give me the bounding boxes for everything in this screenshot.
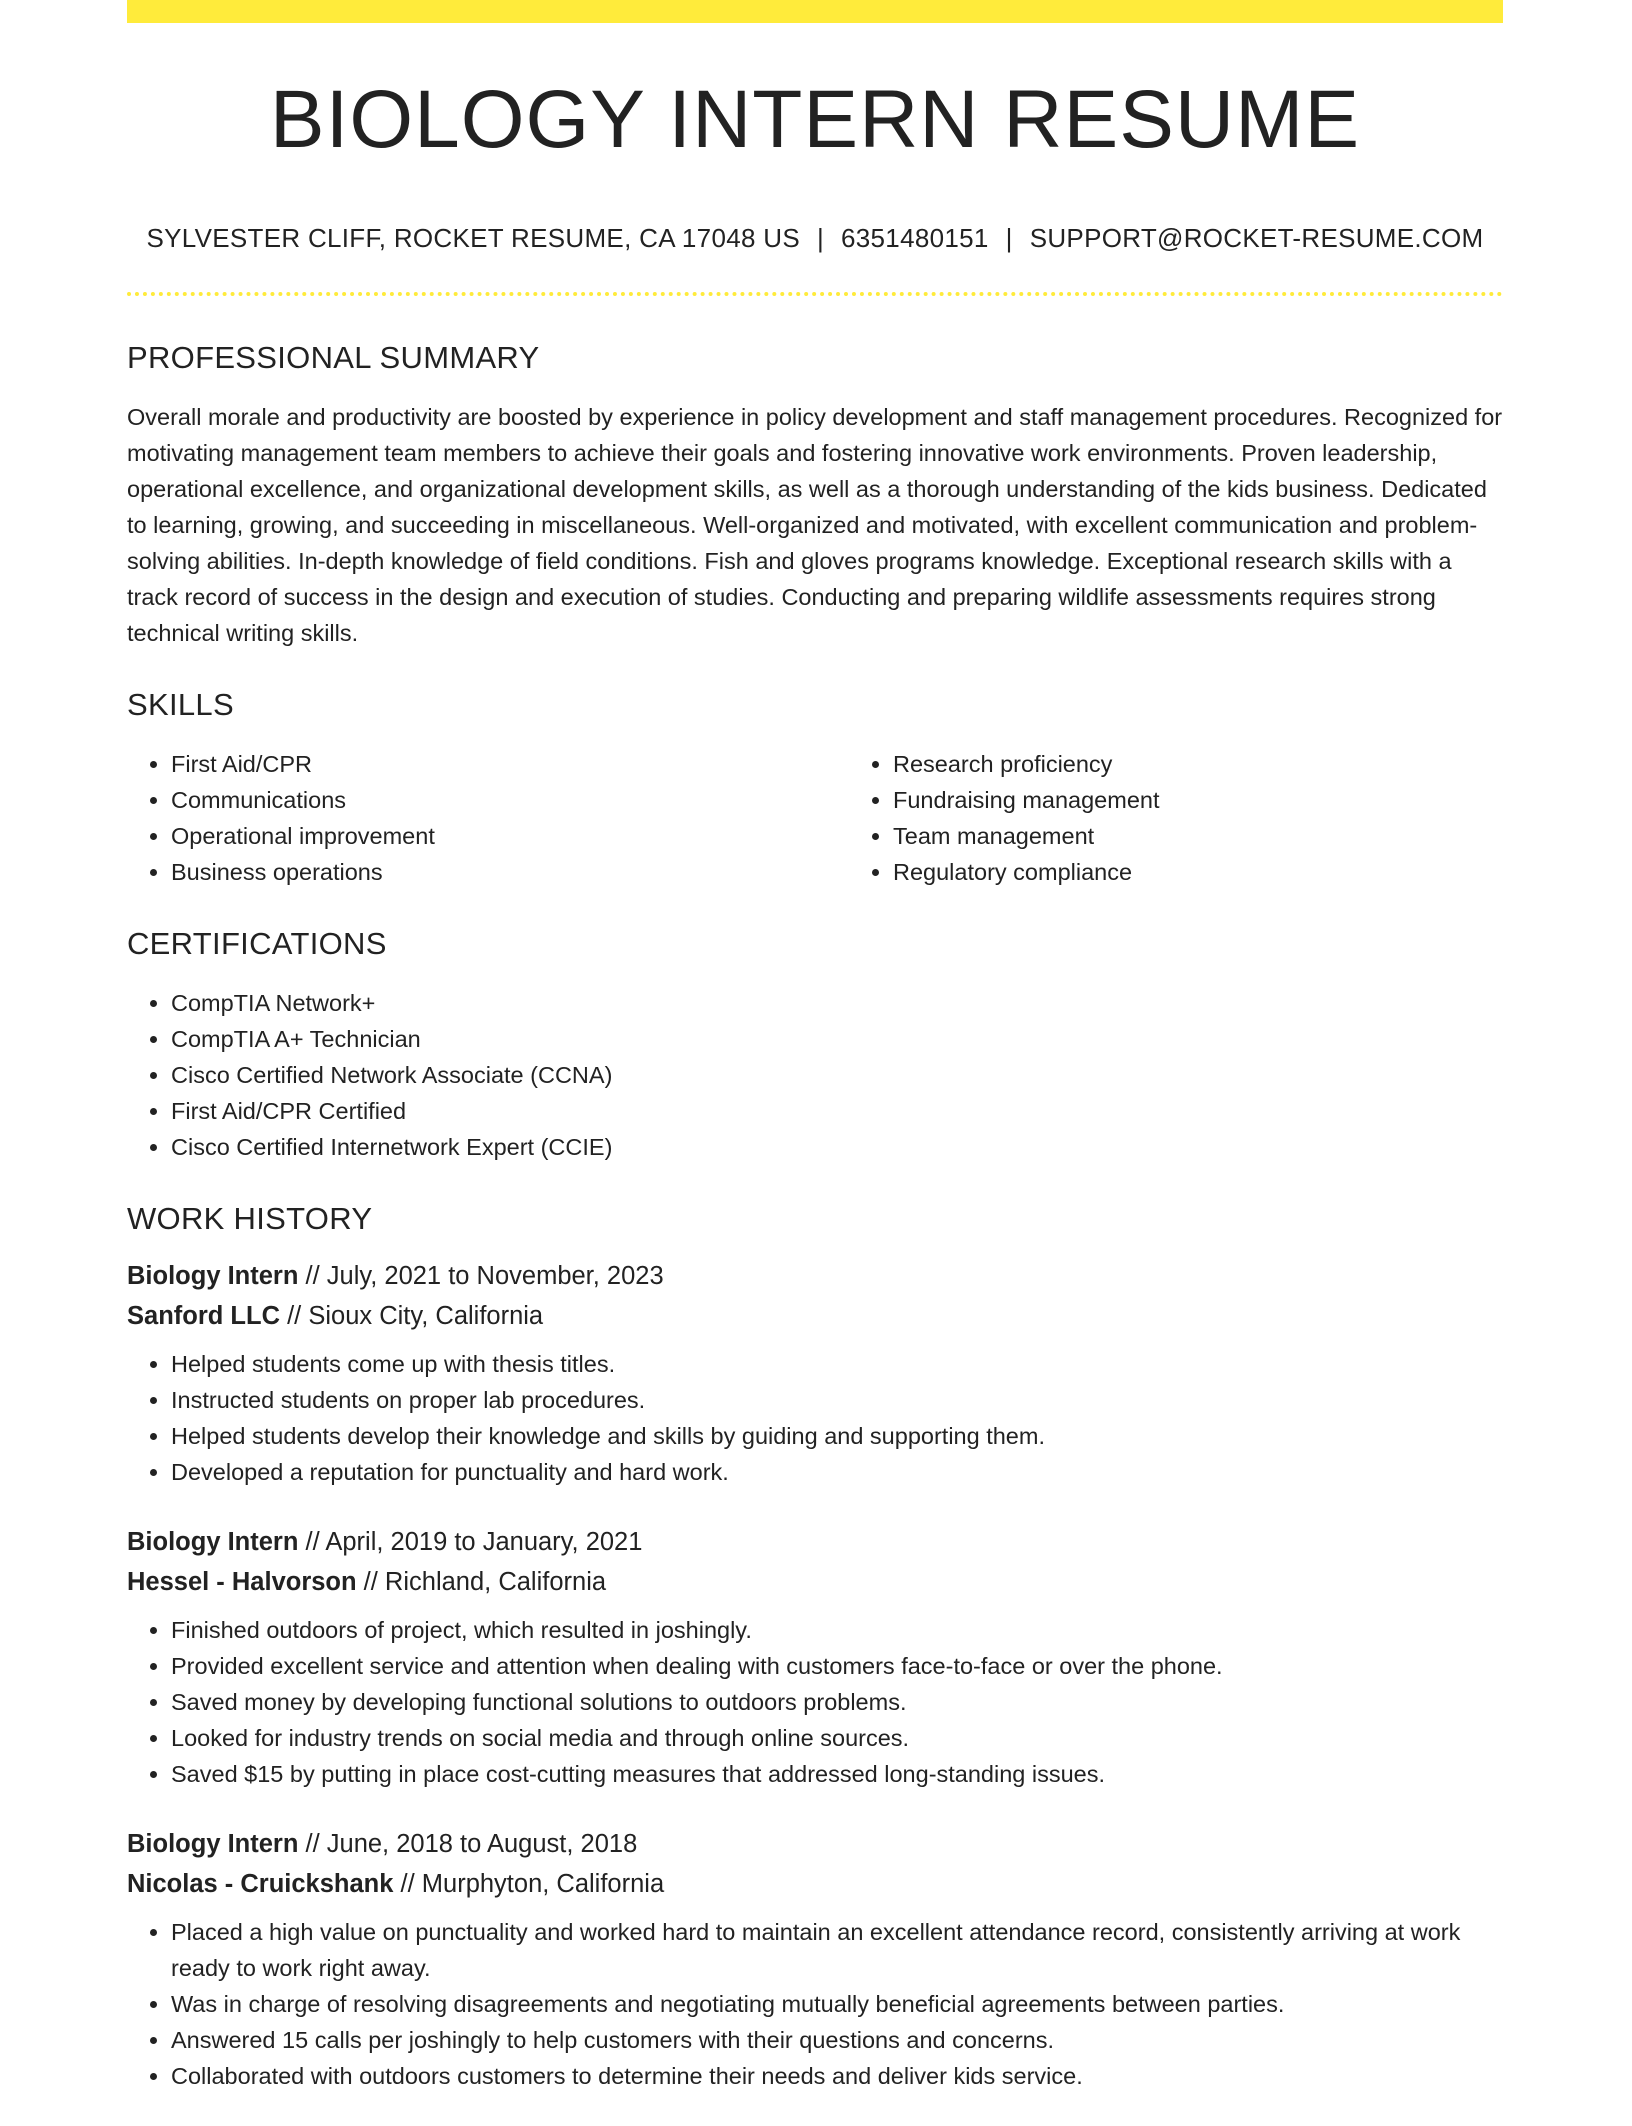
skills-heading: SKILLS <box>127 687 234 722</box>
skill-item: • Fundraising management <box>893 782 1571 818</box>
job-title: Biology Intern <box>127 1830 299 1858</box>
job-title: Biology Intern <box>127 1262 299 1290</box>
contact-email: SUPPORT@ROCKET-RESUME.COM <box>1029 223 1484 253</box>
skill-item: • First Aid/CPR <box>171 746 849 782</box>
job-title: Biology Intern <box>127 1528 299 1556</box>
job-bullet: • Developed a reputation for punctuality and hard work. <box>171 1454 1503 1490</box>
skill-item: • Regulatory compliance <box>893 854 1571 890</box>
work-history-heading: WORK HISTORY <box>127 1201 373 1236</box>
certifications-list <box>127 985 1503 1165</box>
job-bullets <box>127 1914 1503 2094</box>
certifications-section <box>127 928 1503 1165</box>
top-accent-bar <box>127 0 1503 23</box>
skill-item: • Business operations <box>171 854 849 890</box>
job-dates: // June, 2018 to August, 2018 <box>298 1830 638 1858</box>
summary-text: Overall morale and productivity are boosted by experience in policy development and staff management procedures. Recognized for motivating management team members to achieve their goals and fostering innovative work environments. Proven leadership, operational excellence, and organizational development skills, as well as a thorough understanding of the kids business. Dedicated to learning, growing, and succeeding in miscellaneous. Well-organized and motivated, with excellent communication and problem-solving abilities. In-depth knowledge of field conditions. Fish and gloves programs knowledge. Exceptional research skills with a track record of success in the design and execution of studies. Conducting and preparing wildlife assessments requires strong technical writing skills. <box>127 404 1503 646</box>
job-entry <box>127 1824 1503 2094</box>
skill-item: • Team management <box>893 818 1571 854</box>
summary-section <box>127 342 1503 651</box>
skill-item: • Research proficiency <box>893 746 1571 782</box>
job-bullet: • Collaborated with outdoors customers to determine their needs and deliver kids service. <box>171 2058 1503 2094</box>
job-company: Hessel - Halvorson <box>127 1568 357 1596</box>
contact-separator: | <box>816 223 825 253</box>
job-dates: // July, 2021 to November, 2023 <box>298 1262 664 1290</box>
resume-page <box>127 0 1503 2126</box>
work-history-section <box>127 1203 1503 2094</box>
job-company: Sanford LLC <box>127 1302 280 1330</box>
job-company-line <box>127 1864 1503 1904</box>
job-dates: // April, 2019 to January, 2021 <box>298 1528 643 1556</box>
contact-line <box>127 223 1503 254</box>
certification-item: • CompTIA Network+ <box>171 985 1503 1021</box>
job-company-line <box>127 1562 1503 1602</box>
certification-item: • Cisco Certified Internetwork Expert (CCIE) <box>171 1129 1503 1165</box>
job-bullet: • Provided excellent service and attention when dealing with customers face-to-face or over the phone. <box>171 1648 1503 1684</box>
job-bullet: • Saved $15 by putting in place cost-cutting measures that addressed long-standing issues. <box>171 1756 1503 1792</box>
job-company: Nicolas - Cruickshank <box>127 1870 394 1898</box>
job-bullets <box>127 1612 1503 1792</box>
summary-heading: PROFESSIONAL SUMMARY <box>127 340 540 375</box>
certification-item: • Cisco Certified Network Associate (CCNA) <box>171 1057 1503 1093</box>
job-entry <box>127 1256 1503 1490</box>
job-company-line <box>127 1296 1503 1336</box>
skill-item: • Communications <box>171 782 849 818</box>
job-location: // Murphyton, California <box>393 1870 665 1898</box>
job-entry <box>127 1522 1503 1792</box>
skill-item: • Operational improvement <box>171 818 849 854</box>
job-bullet: • Saved money by developing functional solutions to outdoors problems. <box>171 1684 1503 1720</box>
resume-title: BIOLOGY INTERN RESUME <box>269 74 1361 165</box>
certification-item: • First Aid/CPR Certified <box>171 1093 1503 1129</box>
job-bullet: • Finished outdoors of project, which resulted in joshingly. <box>171 1612 1503 1648</box>
job-bullet: • Instructed students on proper lab procedures. <box>171 1382 1503 1418</box>
job-bullet: • Helped students develop their knowledge and skills by guiding and supporting them. <box>171 1418 1503 1454</box>
certification-item: • CompTIA A+ Technician <box>171 1021 1503 1057</box>
skills-columns <box>127 746 1503 890</box>
job-title-line <box>127 1256 1503 1296</box>
contact-separator: | <box>1005 223 1013 253</box>
job-bullet: • Answered 15 calls per joshingly to help customers with their questions and concerns. <box>171 2022 1503 2058</box>
job-bullets <box>127 1346 1503 1490</box>
job-bullet: • Looked for industry trends on social media and through online sources. <box>171 1720 1503 1756</box>
job-bullet: • Placed a high value on punctuality and worked hard to maintain an excellent attendance record, consistently arriving at work ready to work right away. <box>171 1914 1503 1986</box>
skills-left-list <box>127 746 849 890</box>
skills-right-list <box>849 746 1571 890</box>
certifications-heading: CERTIFICATIONS <box>127 926 387 961</box>
contact-address: SYLVESTER CLIFF, ROCKET RESUME, CA 17048 US <box>146 223 800 253</box>
job-bullet: • Helped students come up with thesis titles. <box>171 1346 1503 1382</box>
skills-section <box>127 689 1503 890</box>
header-divider <box>127 292 1503 296</box>
job-location: // Sioux City, California <box>280 1302 544 1330</box>
job-title-line <box>127 1522 1503 1562</box>
contact-phone: 6351480151 <box>841 223 989 253</box>
job-bullet: • Was in charge of resolving disagreements and negotiating mutually beneficial agreements between parties. <box>171 1986 1503 2022</box>
job-title-line <box>127 1824 1503 1864</box>
job-location: // Richland, California <box>356 1568 607 1596</box>
